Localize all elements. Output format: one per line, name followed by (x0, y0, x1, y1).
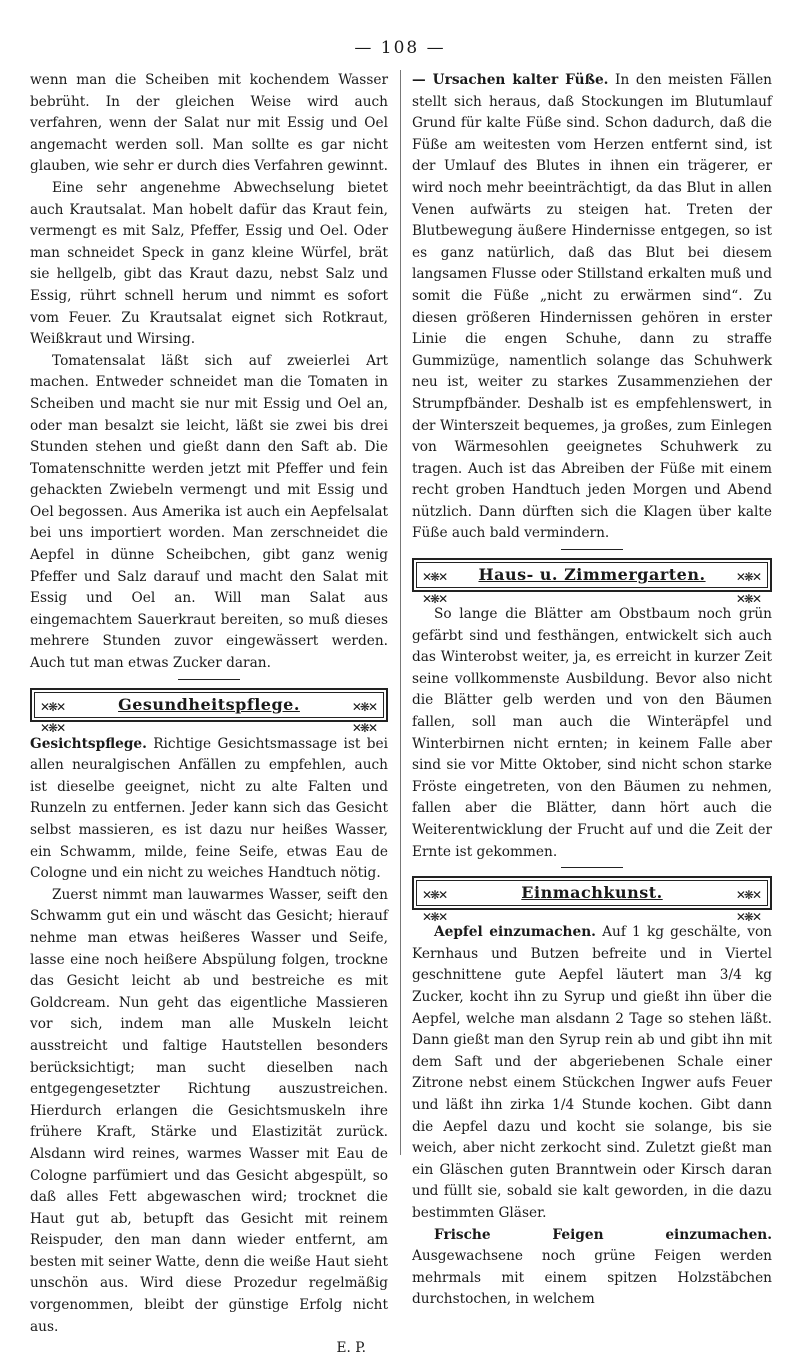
section-rule (561, 867, 623, 868)
signature: E. P. (336, 1340, 366, 1357)
paragraph-lead: Gesichtspflege. (30, 735, 147, 752)
page-number: — 108 — (354, 38, 446, 58)
paragraph-body: Richtige Gesichtsmassage ist bei allen neuralgischen Anfällen zu empfehlen, auch ist dieselbe geeignet, nicht zu alte Falten und Runzeln zu entfernen. Jeder kann sich das Gesicht selbst massieren, es ist dazu nur heißes Wasser, ein Schwamm, milde, feine Seife, etwas Eau de Cologne und ein nicht zu weiches Handtuch nötig. (30, 735, 388, 882)
paragraph-body: Ausgewachsene noch grüne Feigen werden mehrmals mit einem spitzen Holzstäbchen durchstochen, in welchem (412, 1248, 772, 1308)
ornament-icon: ✕❋✕ ✕❋✕ (735, 888, 760, 924)
paragraph-lead: Frische Feigen einzumachen. (434, 1226, 772, 1243)
paragraph-winterobst: So lange die Blätter am Obstbaum noch grün gefärbt sind und festhängen, entwickelt sich auch das Winterobst weiter, ja, es erreicht in kurzer Zeit seine vollkommenste Ausbildung. Bevor also nicht die Blätter gelb werden und von den Bäumen fallen, soll man auch die Winteräpfel und Winterbirnen nicht ernten; in keinem Falle aber sind sie vor Mitte Oktober, sind nicht schon starke Fröste eingetreten, von den Bäumen zu nehmen, fallen aber die Blätter, dann hört auch die Weiterentwicklung der Frucht auf und die Zeit der Ernte ist gekommen. (412, 606, 772, 860)
paragraph-feigen (412, 1225, 772, 1311)
section-title: Gesundheitspflege. (118, 694, 300, 714)
ornament-icon: ✕❋✕ ✕❋✕ (40, 699, 65, 736)
paragraph-body: Auf 1 kg geschälte, von Kernhaus und Butzen befreite und in Viertel geschnittene gute Aepfel läutert man 3/4 kg Zucker, kocht ihn zu Syrup und gießt ihn über die Aepfel, welche man alsdann 2 Tage so stehen läßt. Dann gießt man den Syrup rein ab und gibt ihn mit dem Saft und der abgeriebenen Schale einer Zitrone nebst einem Stückchen Ingwer aufs Feuer und läßt ihn zirka 1/4 Stunde kochen. Gibt dann die Aepfel dazu und kocht sie solange, bis sie weich, aber nicht zerkocht sind. Zuletzt gießt man ein Gläschen guten Branntwein oder Kirsch daran und füllt sie, sobald sie kalt geworden, in die dazu bestimmten Gläser. (412, 924, 772, 1221)
left-column (30, 70, 388, 1360)
right-column (412, 70, 772, 1311)
paragraph-gesichtspflege (30, 734, 388, 885)
section-title: Haus- u. Zimmergarten. (478, 565, 706, 585)
section-header-zimmergarten (412, 558, 772, 606)
ornament-icon: ✕❋✕ ✕❋✕ (735, 570, 760, 606)
section-header-einmachkunst (412, 876, 772, 924)
paragraph-lead: — Ursachen kalter Füße. (412, 72, 609, 88)
ornament-icon: ✕❋✕ ✕❋✕ (422, 570, 447, 606)
section-header-gesundheitspflege (30, 688, 388, 736)
paragraph-kalte-fuesse (412, 70, 772, 545)
paragraph-salad-continuation: wenn man die Scheiben mit kochendem Wasser bebrüht. In der gleichen Weise wird auch verfahren, wenn der Salat nur mit Essig und Oel angemacht werden soll. Man sollte es gar nicht glauben, wie sehr er durch dies Verfahren gewinnt. (30, 72, 388, 175)
paragraph-krautsalat: Eine sehr angenehme Abwechselung bietet auch Krautsalat. Man hobelt dafür das Kraut fein, vermengt es mit Salz, Pfeffer, Essig und Oel. Oder man schneidet Speck in ganz kleine Würfel, brät sie hellgelb, gibt das Kraut dazu, nebst Salz und Essig, rührt schnell herum und nimmt es sofort vom Feuer. Zu Krautsalat eignet sich Rotkraut, Weißkraut und Wirsing. (30, 179, 388, 348)
paragraph-lead: Aepfel einzumachen. (434, 924, 596, 941)
paragraph-body: In den meisten Fällen stellt sich heraus, daß Stockungen im Blutumlauf Grund für kalte Füße sind. Schon dadurch, daß die Füße am weitesten vom Herzen entfernt sind, ist der Umlauf des Blutes in ihnen ein trägerer, er wird noch mehr beeinträchtigt, da das Blut in allen Venen aufwärts zu steigen hat. Treten der Blutbewegung äußere Hindernisse entgegen, so ist es ganz natürlich, daß das Blut bei diesem langsamen Flusse oder Stillstand erkalten muß und somit die Füße „nicht zu erwärmen sind“. Zu diesen größeren Hindernissen gehören in erster Linie die engen Schuhe, dann zu straffe Gummizüge, namentlich solange das Schuhwerk neu ist, weiter zu starkes Zusammenziehen der Strumpfbänder. Deshalb ist es empfehlenswert, in der Winterszeit bequemes, ja großes, zum Einlegen von Wärmesohlen geeignetes Schuhwerk zu tragen. Auch ist das Abreiben der Füße mit einem recht groben Handtuch jeden Morgen und Abend nützlich. Dann dürften sich die Klagen über kalte Füße auch bald vermindern. (412, 72, 772, 542)
ornament-icon: ✕❋✕ ✕❋✕ (351, 699, 376, 736)
section-rule (178, 679, 240, 680)
paragraph-tomatensalat: Tomatensalat läßt sich auf zweierlei Art machen. Entweder schneidet man die Tomaten in Scheiben und macht sie nur mit Essig und Oel an, oder man besalzt sie leicht, läßt sie zwei bis drei Stunden stehen und gießt dann den Saft ab. Die Tomatenschnitte werden jetzt mit Pfeffer und fein gehackten Zwiebeln vermengt und mit Essig und Oel begossen. Aus Amerika ist auch ein Aepfelsalat bei uns importiert worden. Man zerschneidet die Aepfel in dünne Scheibchen, gibt ganz wenig Pfeffer und Salz darauf und macht den Salat mit Essig und Oel an. Will man Salat aus eingemachtem Sauerkraut bereiten, so muß dieses mehrere Stunden zuvor eingewässert werden. Auch tut man etwas Zucker daran. (30, 352, 388, 672)
column-divider (400, 70, 401, 1155)
section-rule (561, 549, 623, 550)
ornament-icon: ✕❋✕ ✕❋✕ (422, 888, 447, 924)
paragraph-aepfel (412, 922, 772, 1224)
section-title: Einmachkunst. (521, 883, 663, 903)
paragraph-massage: Zuerst nimmt man lauwarmes Wasser, seift den Schwamm gut ein und wäscht das Gesicht; hierauf nehme man etwas heißeres Wasser und Seife, lasse eine noch heißere Abspülung folgen, trockne das Gesicht leicht ab und bestreiche es mit Goldcream. Nun geht das eigentliche Massieren vor sich, indem man alle Muskeln leicht ausstreicht und faltige Hautstellen besonders berücksichtigt; man sucht dieselben nach entgegengesetzter Richtung auszustreichen. Hierdurch erlangen die Gesichtsmuskeln ihre frühere Kraft, Stärke und Elastizität zurück. Alsdann wird reines, warmes Wasser mit Eau de Cologne parfümiert und das Gesicht abgespült, so daß alles Fett abgewaschen wird; trocknet die Haut gut ab, betupft das Gesicht mit reinem Reispuder, den man dann wieder entfernt, am besten mit seiner Watte, denn die weiße Haut sieht unschön aus. Wird diese Prozedur regelmäßig vorgenommen, bleibt der günstige Erfolg nicht aus. (30, 886, 388, 1335)
